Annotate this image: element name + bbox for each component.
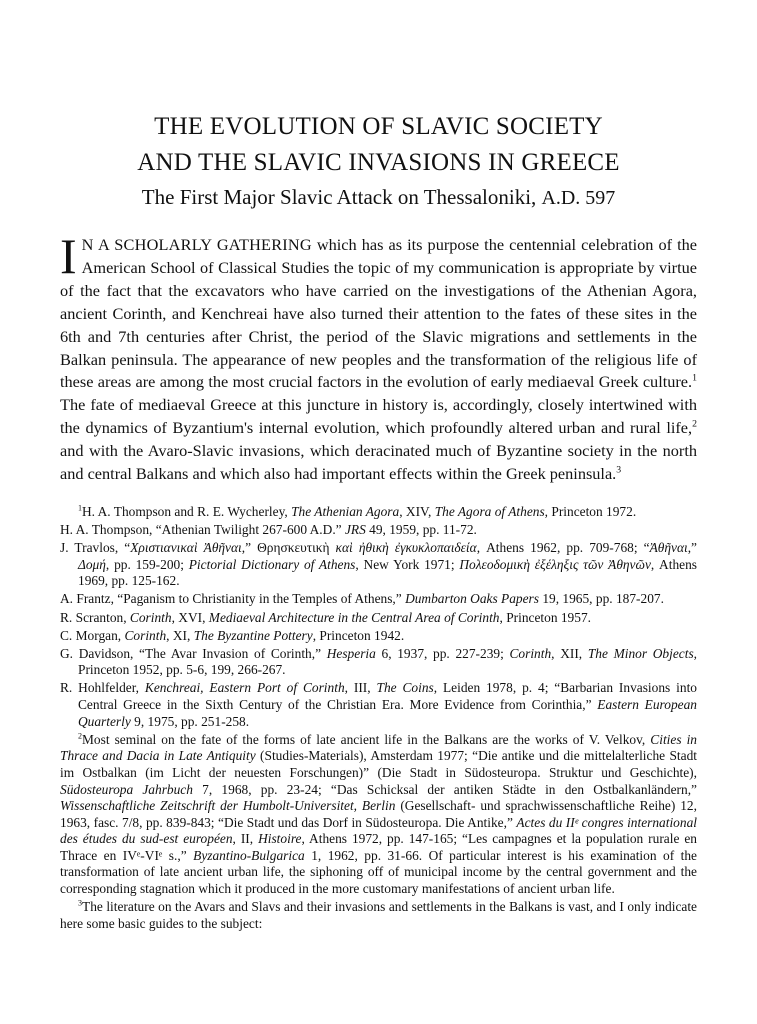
fn-title: The Coins bbox=[376, 680, 434, 696]
fn-text: H. A. Thompson, “Athenian Twilight 267-600 A.D.” bbox=[60, 522, 345, 538]
fn-title: Byzantino-Bulgarica bbox=[193, 847, 305, 863]
fn-text: , III, bbox=[344, 680, 377, 696]
subtitle-date: A.D. 597 bbox=[541, 187, 616, 209]
fn-text: ,” bbox=[687, 540, 697, 556]
fn-title: Pictorial Dictionary of Athens bbox=[188, 556, 356, 572]
body-text-3: and with the Avaro-Slavic invasions, which deracinated much of Byzantine society in the north and central Balkans and which also had important effects within the Greek peninsula. bbox=[60, 441, 697, 484]
fn-title: Eastern European Quarterly bbox=[78, 697, 698, 729]
footnote-1-entry-scranton bbox=[60, 610, 697, 627]
fn-text: R. Scranton, bbox=[60, 609, 130, 625]
fn-text: The literature on the Avars and Slavs and their invasions and settlements in the Balkans is vast, and I only indicate here some basic guides to the subject: bbox=[60, 899, 697, 931]
footnote-1-entry-hohlfelder bbox=[60, 680, 697, 730]
fn-title: Ἀθῆναι bbox=[649, 540, 688, 556]
fn-text: , II, bbox=[232, 831, 259, 847]
main-paragraph bbox=[60, 228, 697, 486]
footnote-number: 2 bbox=[78, 731, 83, 741]
fn-text: C. Morgan, bbox=[60, 627, 125, 643]
fn-text: , XII, bbox=[551, 645, 588, 661]
fn-text: , XIV, bbox=[399, 504, 435, 519]
fn-title: Actes du IIᵉ congres international des études du sud-est européen bbox=[60, 814, 697, 847]
fn-text: Most seminal on the fate of the forms of late ancient life in the Balkans are the works of V. Velkov, bbox=[82, 731, 651, 747]
fn-text: 19, 1965, pp. 187-207. bbox=[538, 591, 664, 607]
subtitle-text: The First Major Slavic Attack on Thessaloniki, bbox=[141, 185, 537, 209]
footnote-number: 3 bbox=[78, 898, 83, 908]
footnote-1-entry-morgan bbox=[60, 628, 697, 645]
fn-text: G. Davidson, “The Avar Invasion of Corinth,” bbox=[60, 645, 327, 661]
fn-title: Hesperia bbox=[326, 645, 376, 661]
footnote-1-entry-travlos bbox=[60, 540, 697, 590]
fn-text: J. Travlos, “ bbox=[60, 540, 131, 556]
footnote-1-entry-thompson bbox=[60, 522, 697, 539]
footnote-number: 1 bbox=[78, 503, 83, 513]
fn-title: Dumbarton Oaks Papers bbox=[405, 591, 539, 607]
footnote-ref-2: 2 bbox=[692, 418, 697, 430]
fn-title: Mediaeval Architecture in the Central Area of Corinth bbox=[208, 609, 500, 625]
fn-text: R. Hohlfelder, bbox=[60, 680, 145, 696]
fn-text: , Princeton 1942. bbox=[312, 627, 405, 643]
fn-text: , XI, bbox=[166, 627, 194, 643]
fn-text: (Studies-Materials), Amsterdam 1977; “Die antike und die mittelalterliche Stadt im Ostbalkan (im Licht der neuesten Forschungen)” (Die Stadt in Südosteuropa. Struktur und Geschichte), bbox=[60, 748, 698, 780]
body-text-1: which has as its purpose the centennial celebration of the American School of Classical Studies the topic of my communication is appropriate by virtue of the fact that the excavators who have carried on the investigations of the Athenian Agora, ancient Corinth, and Kenchreai have also turned their attention to the fates of these sites in the 6th and 7th centuries after Christ, the period of the Slavic migrations and settlements in the Balkan peninsula. The appearance of new peoples and the transformation of the religious life of these areas are among the most crucial factors in the evolution of early mediaeval Greek culture. bbox=[60, 235, 697, 392]
fn-title: καὶ ἠθικὴ ἐγκυκλοπαιδεία bbox=[335, 540, 477, 556]
fn-text: (Gesellschaft- und sprachwissenschaftliche Reihe) 12, 1963, fasc. 7/8, pp. 839-843; “Die Stadt und das Dorf in Südosteuropa. Die Antike,” bbox=[60, 798, 697, 830]
fn-text: , Princeton 1957. bbox=[499, 609, 591, 625]
subtitle bbox=[60, 184, 697, 211]
fn-text: 49, 1959, pp. 11-72. bbox=[365, 522, 477, 538]
fn-text: , Athens 1962, pp. 709-768; “ bbox=[476, 540, 650, 556]
fn-title: Wissenschaftliche Zeitschrift der Humbolt-Universitet, Berlin bbox=[60, 798, 396, 814]
fn-text: , Athens 1972, pp. 147-165; “Les campagnes et la population rurale en Thrace en IVᵉ-VIᵉ s.,” bbox=[60, 831, 697, 863]
footnote-2 bbox=[60, 732, 697, 898]
fn-text: 7, 1968, pp. 23-24; “Das Schicksal der antiken Städte in den Ostbalkanländern,” bbox=[192, 781, 697, 797]
footnote-ref-3: 3 bbox=[616, 464, 622, 476]
title-line-2: AND THE SLAVIC INVASIONS IN GREECE bbox=[137, 149, 620, 176]
fn-text: , Leiden 1978, p. 4; “Barbarian Invasions into Central Greece in the Sixth Century of the Christian Era. More Evidence from Corinthia,” bbox=[78, 680, 697, 713]
lead-in: N A SCHOLARLY GATHERING bbox=[81, 235, 312, 254]
fn-title: Cities in Thrace and Dacia in Late Antiquity bbox=[60, 731, 697, 764]
fn-title: Corinth bbox=[124, 627, 167, 643]
body-text-2: The fate of mediaeval Greece at this juncture in history is, accordingly, closely intertwined with the dynamics of Byzantium's internal evolution, which profoundly altered urban and rural life, bbox=[60, 395, 697, 438]
fn-text: A. Frantz, “Paganism to Christianity in the Temples of Athens,” bbox=[60, 591, 406, 607]
footnote-1-entry-frantz bbox=[60, 591, 697, 608]
fn-text: , pp. 159-200; bbox=[105, 556, 189, 572]
title-line-1: THE EVOLUTION OF SLAVIC SOCIETY bbox=[154, 113, 603, 140]
fn-title: Πολεοδομικὴ ἐξέληξις τῶν Ἀθηνῶν bbox=[459, 556, 651, 572]
fn-title: Corinth bbox=[129, 609, 172, 625]
fn-text: , Princeton 1972. bbox=[544, 504, 637, 519]
fn-title: Kenchreai, Eastern Port of Corinth bbox=[144, 680, 345, 696]
fn-text: , Athens 1969, pp. 125-162. bbox=[78, 556, 697, 589]
fn-text: 6, 1937, pp. 227-239; bbox=[375, 645, 510, 661]
footnote-ref-1: 1 bbox=[692, 373, 697, 385]
fn-text: 1, 1962, pp. 31-66. Of particular interest is his examination of the transformation of late ancient urban life, the siphoning off of municipal income by the central government and the corresponding stagnation which it produced in the more customary manifestations of ancient urban life. bbox=[60, 847, 697, 897]
fn-title: The Athenian Agora bbox=[291, 504, 400, 519]
drop-cap: I bbox=[60, 228, 77, 284]
fn-text: , Princeton 1952, pp. 5-6, 199, 266-267. bbox=[78, 645, 698, 678]
fn-title: The Agora of Athens bbox=[434, 504, 545, 519]
footnote-1-entry-davidson bbox=[60, 646, 697, 679]
footnote-3 bbox=[60, 899, 697, 932]
fn-title: Südosteuropa Jahrbuch bbox=[60, 781, 193, 797]
fn-title: Histoire bbox=[258, 831, 302, 847]
fn-title: The Byzantine Pottery bbox=[193, 627, 313, 643]
fn-title: Χριστιανικαὶ Ἀθῆναι bbox=[130, 540, 242, 556]
footnotes bbox=[60, 504, 697, 934]
footnote-1-entry-thompson-wycherley bbox=[60, 504, 697, 521]
fn-text: H. A. Thompson and R. E. Wycherley, bbox=[82, 504, 292, 519]
fn-title: JRS bbox=[344, 522, 366, 538]
fn-title: Δομή bbox=[78, 556, 106, 572]
fn-title: The Minor Objects bbox=[587, 645, 694, 661]
fn-text: , XVI, bbox=[171, 609, 209, 625]
fn-text: , New York 1971; bbox=[355, 556, 460, 572]
fn-title: Corinth bbox=[509, 645, 552, 661]
fn-text: ,” Θρησκευτικὴ bbox=[241, 540, 336, 556]
fn-text: 9, 1975, pp. 251-258. bbox=[130, 713, 250, 729]
